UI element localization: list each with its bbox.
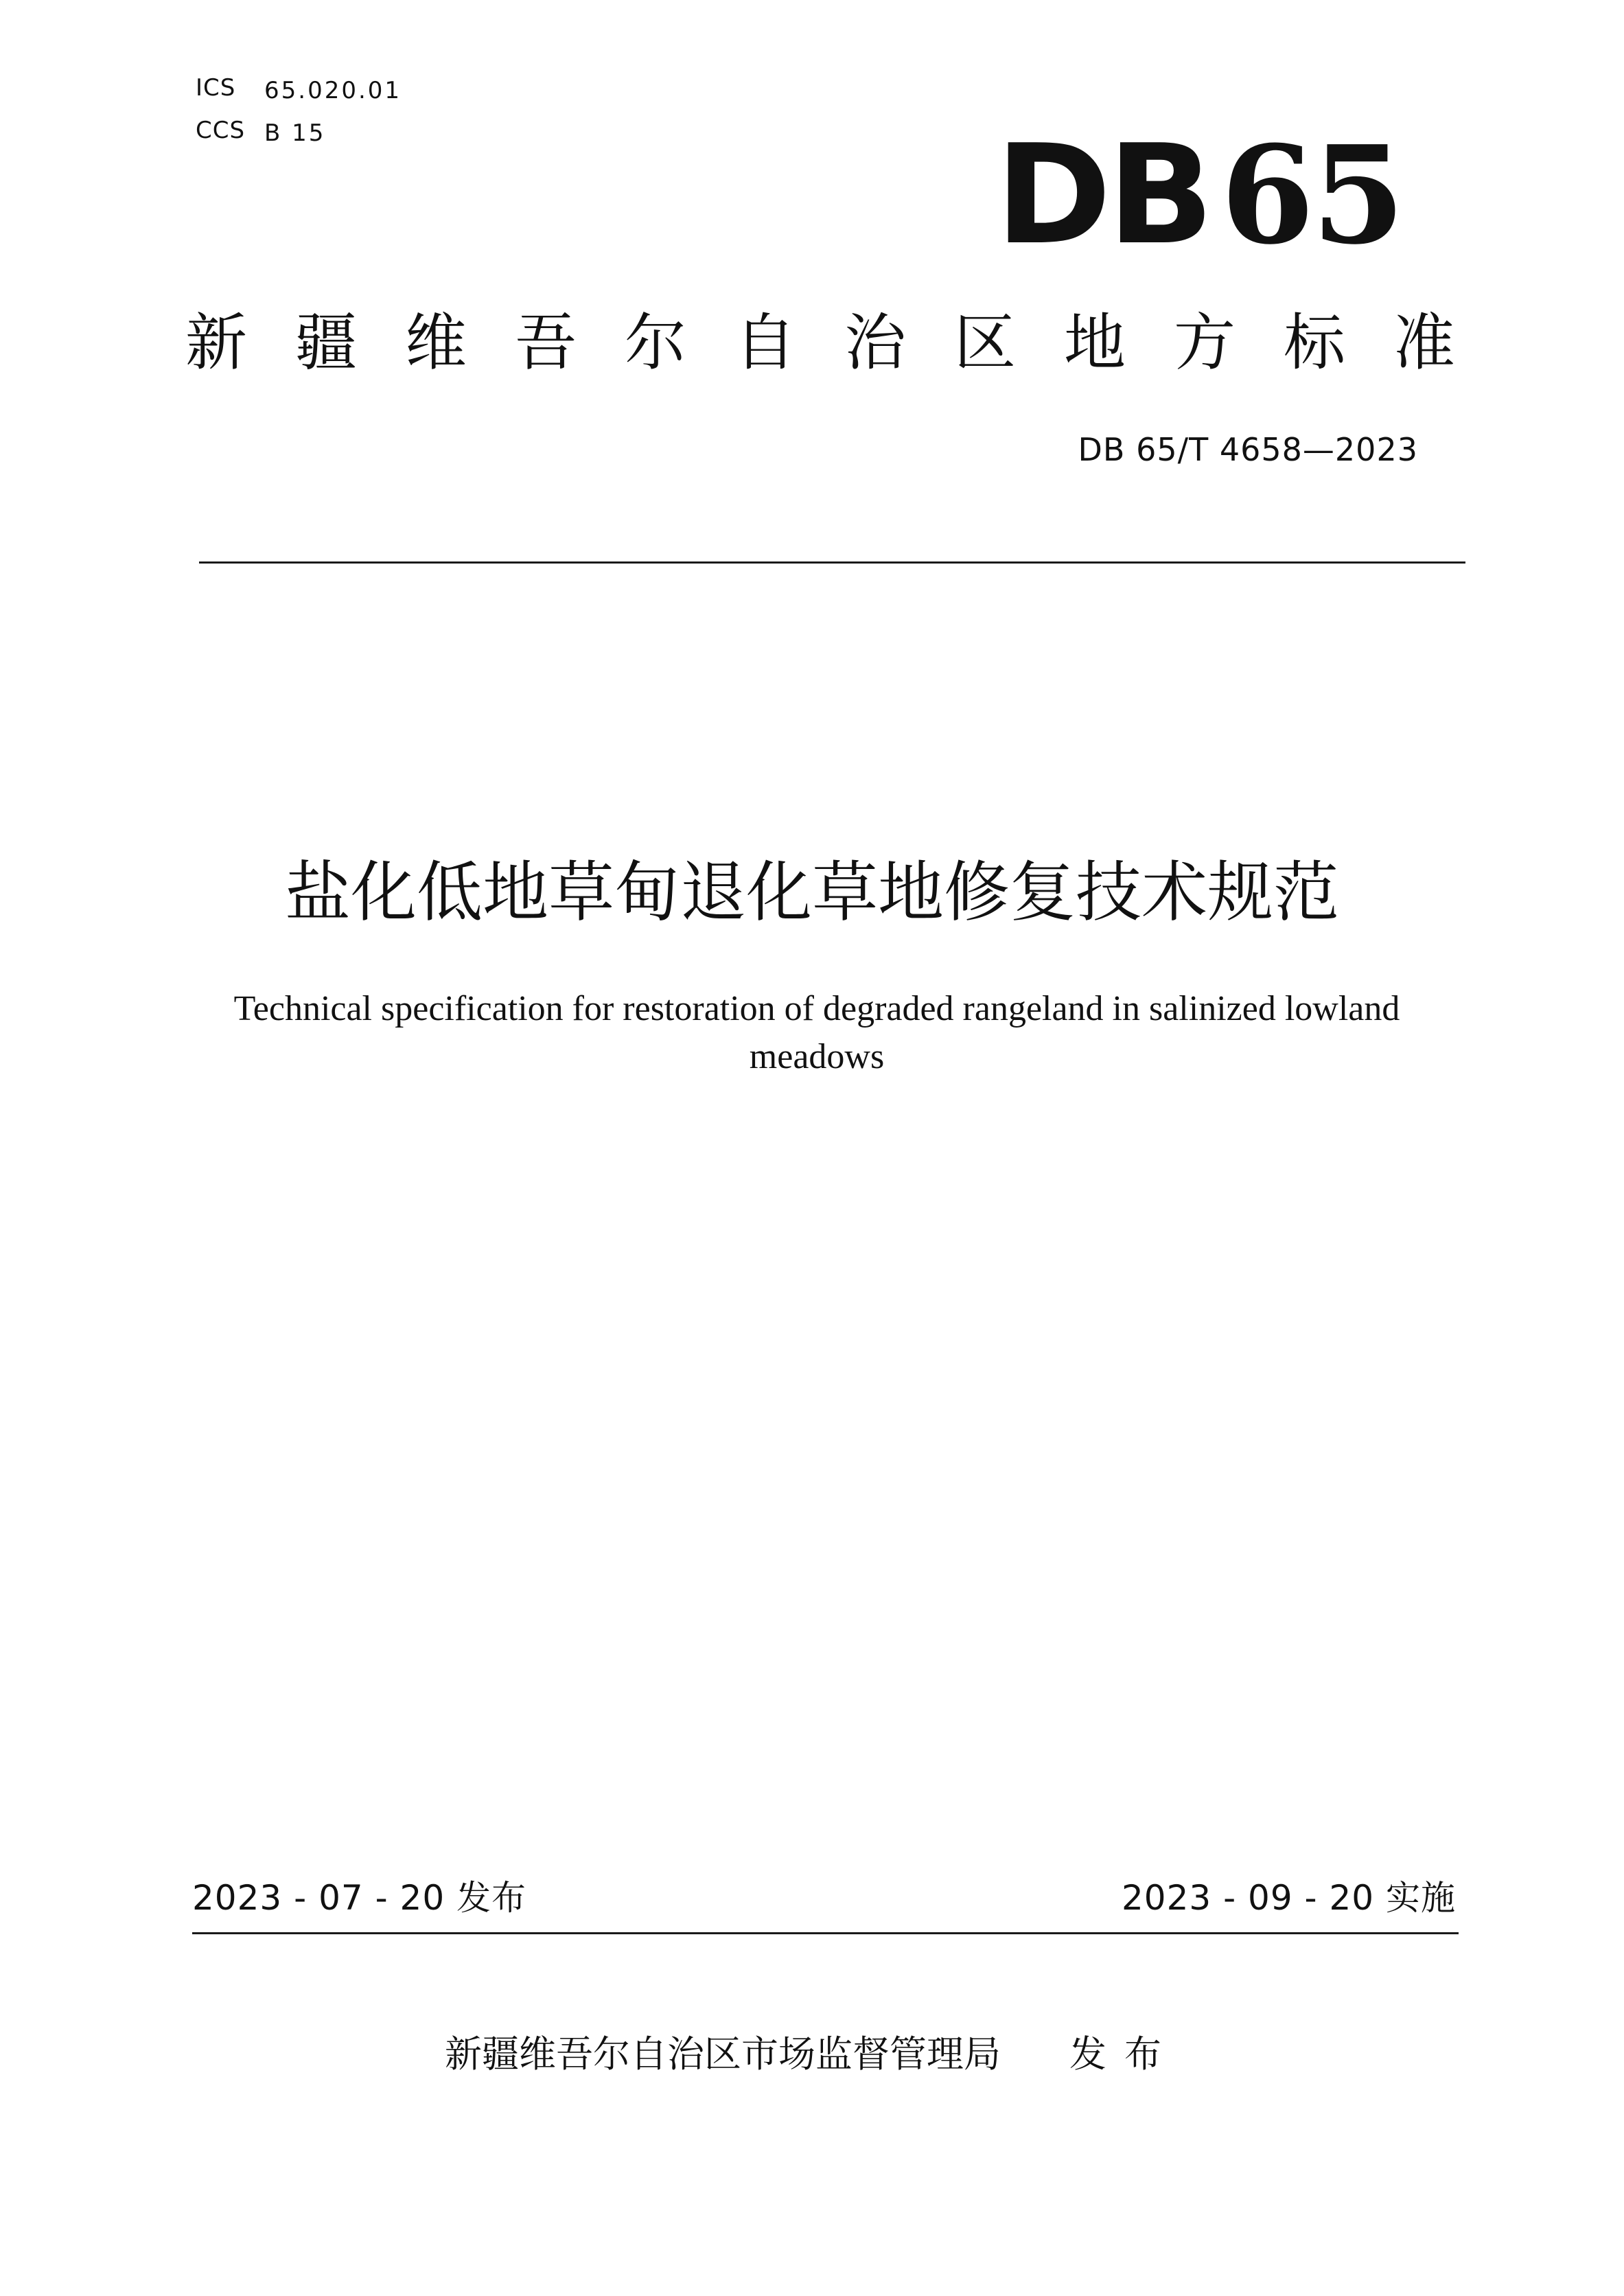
standard-type-char: 尔	[625, 307, 686, 379]
standard-type-char: 自	[734, 307, 796, 379]
ics-label: ICS	[196, 74, 236, 102]
standard-type-char: 地	[1064, 307, 1126, 379]
standard-type-char: 准	[1393, 307, 1455, 379]
standard-type-char: 区	[954, 307, 1016, 379]
publisher-line	[0, 2025, 1624, 2078]
document-title-en: Technical specification for restoration of degraded rangeland in salinized lowland meadows	[233, 989, 1400, 1076]
logo-letters: DB	[995, 115, 1210, 275]
logo-number: 65	[1220, 117, 1403, 275]
standard-type-char: 吾	[515, 307, 577, 379]
issue-date: 2023 - 07 - 20 发布	[192, 1878, 527, 1918]
db65-logo	[995, 115, 1403, 275]
publisher-name: 新疆维吾尔自治区市场监督管理局	[445, 2032, 1001, 2076]
standard-type-char: 疆	[295, 307, 357, 379]
top-divider	[199, 561, 1465, 564]
standard-type-char: 标	[1284, 307, 1345, 379]
standard-type-char: 维	[405, 307, 467, 379]
publisher-action: 发布	[1069, 2032, 1179, 2076]
implementation-date: 2023 - 09 - 20 实施	[1121, 1878, 1456, 1918]
standard-type-heading	[185, 305, 1455, 381]
document-title-zh: 盐化低地草甸退化草地修复技术规范	[285, 854, 1339, 931]
standard-number: DB 65/T 4658—2023	[1078, 431, 1418, 468]
standard-type-char: 新	[185, 307, 247, 379]
ics-value: 65.020.01	[264, 77, 402, 104]
standard-type-char: 治	[844, 307, 906, 379]
ccs-value: B 15	[264, 119, 326, 147]
bottom-divider	[192, 1932, 1459, 1934]
standard-type-char: 方	[1174, 307, 1236, 379]
ccs-label: CCS	[196, 117, 246, 144]
